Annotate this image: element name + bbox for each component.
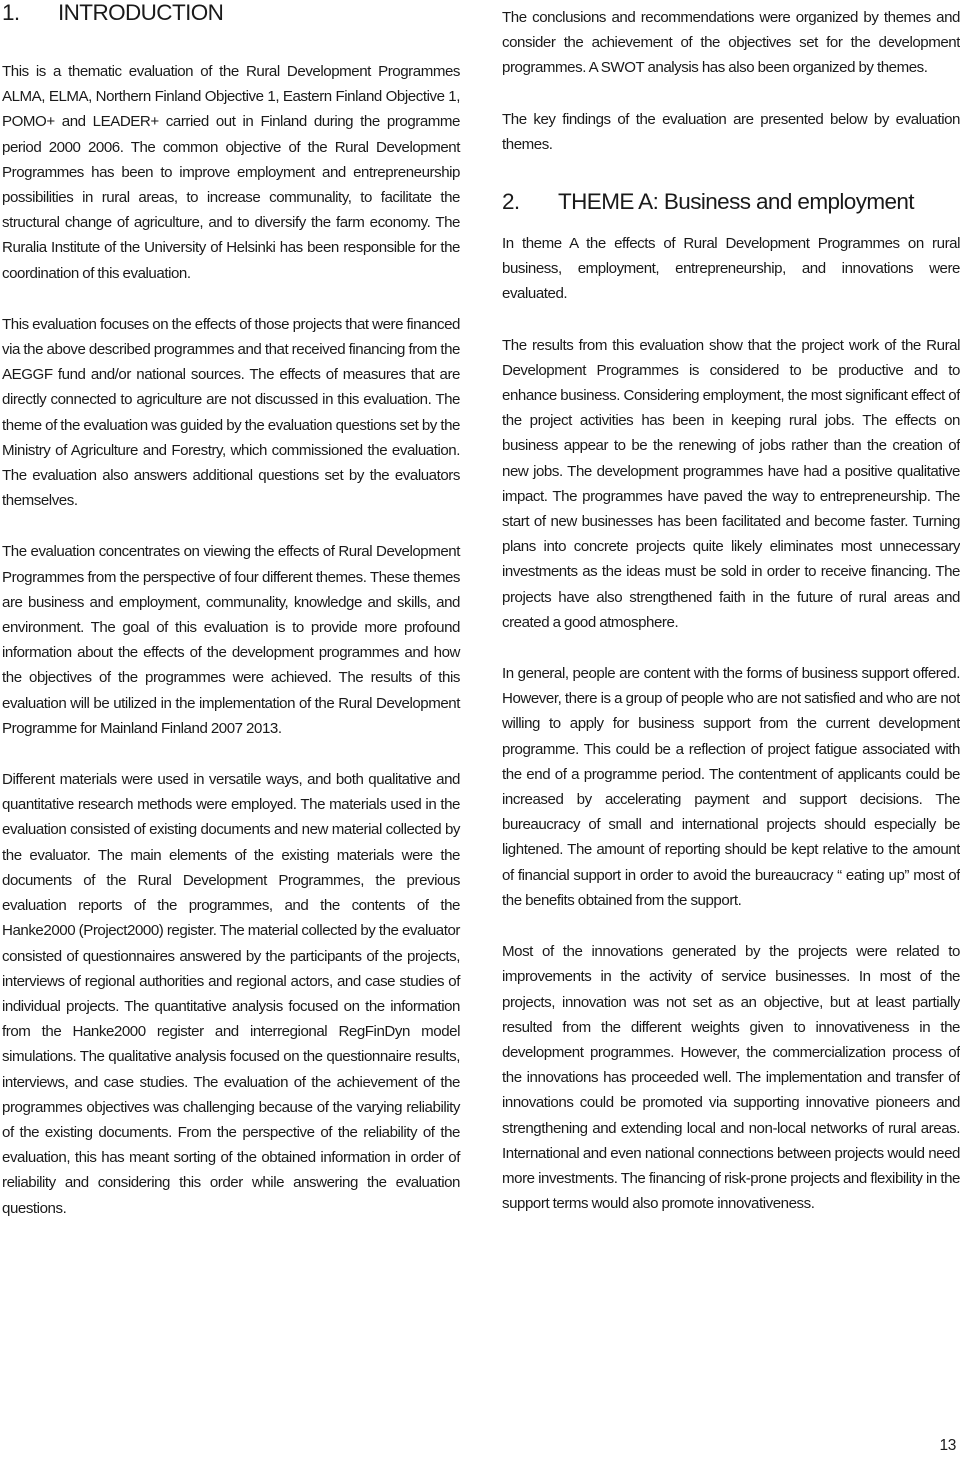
theme-a-paragraph-4: Most of the innovations generated by the projects were related to improvements in the activity of service businesses. In most of the projects, innovation was not set as an objective, but at least partially resulted from the different weights given to innovativeness in the development programmes. However, the commercialization process of the innovations has proceeded well. The implementation and transfer of innovations could be promoted via supporting innovative pioneers and strengthening and extending local and non-local networks of rural areas. International and even national connections between projects would need more investments. The financing of risk-prone projects and flexibility in the support terms would also promote innovativeness.: [502, 943, 960, 1213]
section-title: THEME A: Business and employment: [558, 189, 914, 215]
key-findings-paragraph: The key findings of the evaluation are presented below by evaluation themes.: [502, 110, 960, 153]
page-number: 13: [939, 1437, 956, 1454]
section-number: 2.: [502, 189, 520, 215]
theme-a-paragraph-1: In theme A the effects of Rural Development Programmes on rural business, employment, entrepreneurship, and innovations were evaluated.: [502, 235, 960, 303]
intro-paragraph-3: The evaluation concentrates on viewing the effects of Rural Development Programmes from the perspective of four different themes. These themes are business and employment, communality, knowledge and skills, and environment. The goal of this evaluation is to provide more profound information about the effects of the development programmes and how the objectives of the programmes were achieved. The results of this evaluation will be utilized in the implementation of the Rural Development Programme for Mainland Finland 2007 2013.: [2, 543, 460, 737]
intro-paragraph-4: Different materials were used in versatile ways, and both qualitative and quantitative research methods were employed. The materials used in the evaluation consisted of existing documents and new material collected by the evaluator. The main elements of the existing materials were the documents of the Rural Development Programmes, the previous evaluation reports of the programmes, and the contents of the Hanke2000 (Project2000) register. The material collected by the evaluator consisted of questionnaires answered by the participants of the projects, interviews of regional authorities and regional actors, and case studies of individual projects. The quantitative analysis focused on the information from the Hanke2000 register and interregional RegFinDyn model simulations. The qualitative analysis focused on the questionnaire results, interviews, and case studies. The evaluation of the achievement of the programmes objectives was challenging because of the varying reliability of the existing documents. From the perspective of the reliability of the evaluation, this has meant sorting of the obtained information in order of reliability and considering this order while answering the evaluation questions.: [2, 771, 460, 1217]
section-number: 1.: [2, 0, 20, 25]
theme-a-paragraph-2: The results from this evaluation show that the project work of the Rural Development Programmes is considered to be productive and to enhance business. Considering employment, the most significant effect of the project activities has been in keeping rural jobs. The effects on business appear to be the renewing of jobs rather than the creation of new jobs. The development programmes have had a positive qualitative impact. The programmes have paved the way to entrepreneurship. The start of new businesses has been facilitated and become faster. Turning plans into concrete projects quite likely eliminates most unnecessary investments as the ideas must be sold in order to receive financing. The projects have also strengthened faith in the future of rural areas and created a good atmosphere.: [502, 336, 960, 631]
intro-paragraph-1: This is a thematic evaluation of the Rural Development Programmes ALMA, ELMA, Northern Finland Objective 1, Eastern Finland Objective 1, POMO+ and LEADER+ carried out in Finland during the programme period 2000 2006. The common objective of the Rural Development Programmes has been to improve employment and entrepreneurship possibilities in rural areas, to increase communality, to facilitate the structural change of agriculture, and to diversify the farm economy. The Ruralia Institute of the University of Helsinki has been responsible for the coordination of this evaluation.: [2, 63, 460, 282]
section-heading-introduction: [2, 0, 460, 26]
left-column: [2, 0, 460, 1221]
conclusions-paragraph: The conclusions and recommendations were organized by themes and consider the achievement of the objectives set for the development programmes. A SWOT analysis has also been organized by themes.: [502, 9, 960, 77]
right-column: [502, 0, 960, 1216]
theme-a-paragraph-3: In general, people are content with the forms of business support offered. However, there is a group of people who are not satisfied and who are not willing to apply for business support from the current development programme. This could be a reflection of project fatigue associated with the end of a programme period. The contentment of applicants could be increased by accelerating payment and support decisions. The bureaucracy of small and international projects should especially be lightened. The amount of reporting should be kept relative to the amount of financial support in order to avoid the bureaucracy “ eating up” most of the benefits obtained from the support.: [502, 665, 960, 909]
section-title: INTRODUCTION: [58, 0, 224, 25]
intro-paragraph-2: This evaluation focuses on the effects of those projects that were financed via the above described programmes and that received financing from the AEGGF fund and/or national sources. The effects of measures that are directly connected to agriculture are not discussed in this evaluation. The theme of the evaluation was guided by the evaluation questions set by the Ministry of Agriculture and Forestry, which commissioned the evaluation. The evaluation also answers additional questions set by the evaluators themselves.: [2, 315, 460, 510]
section-heading-theme-a: [502, 189, 960, 215]
